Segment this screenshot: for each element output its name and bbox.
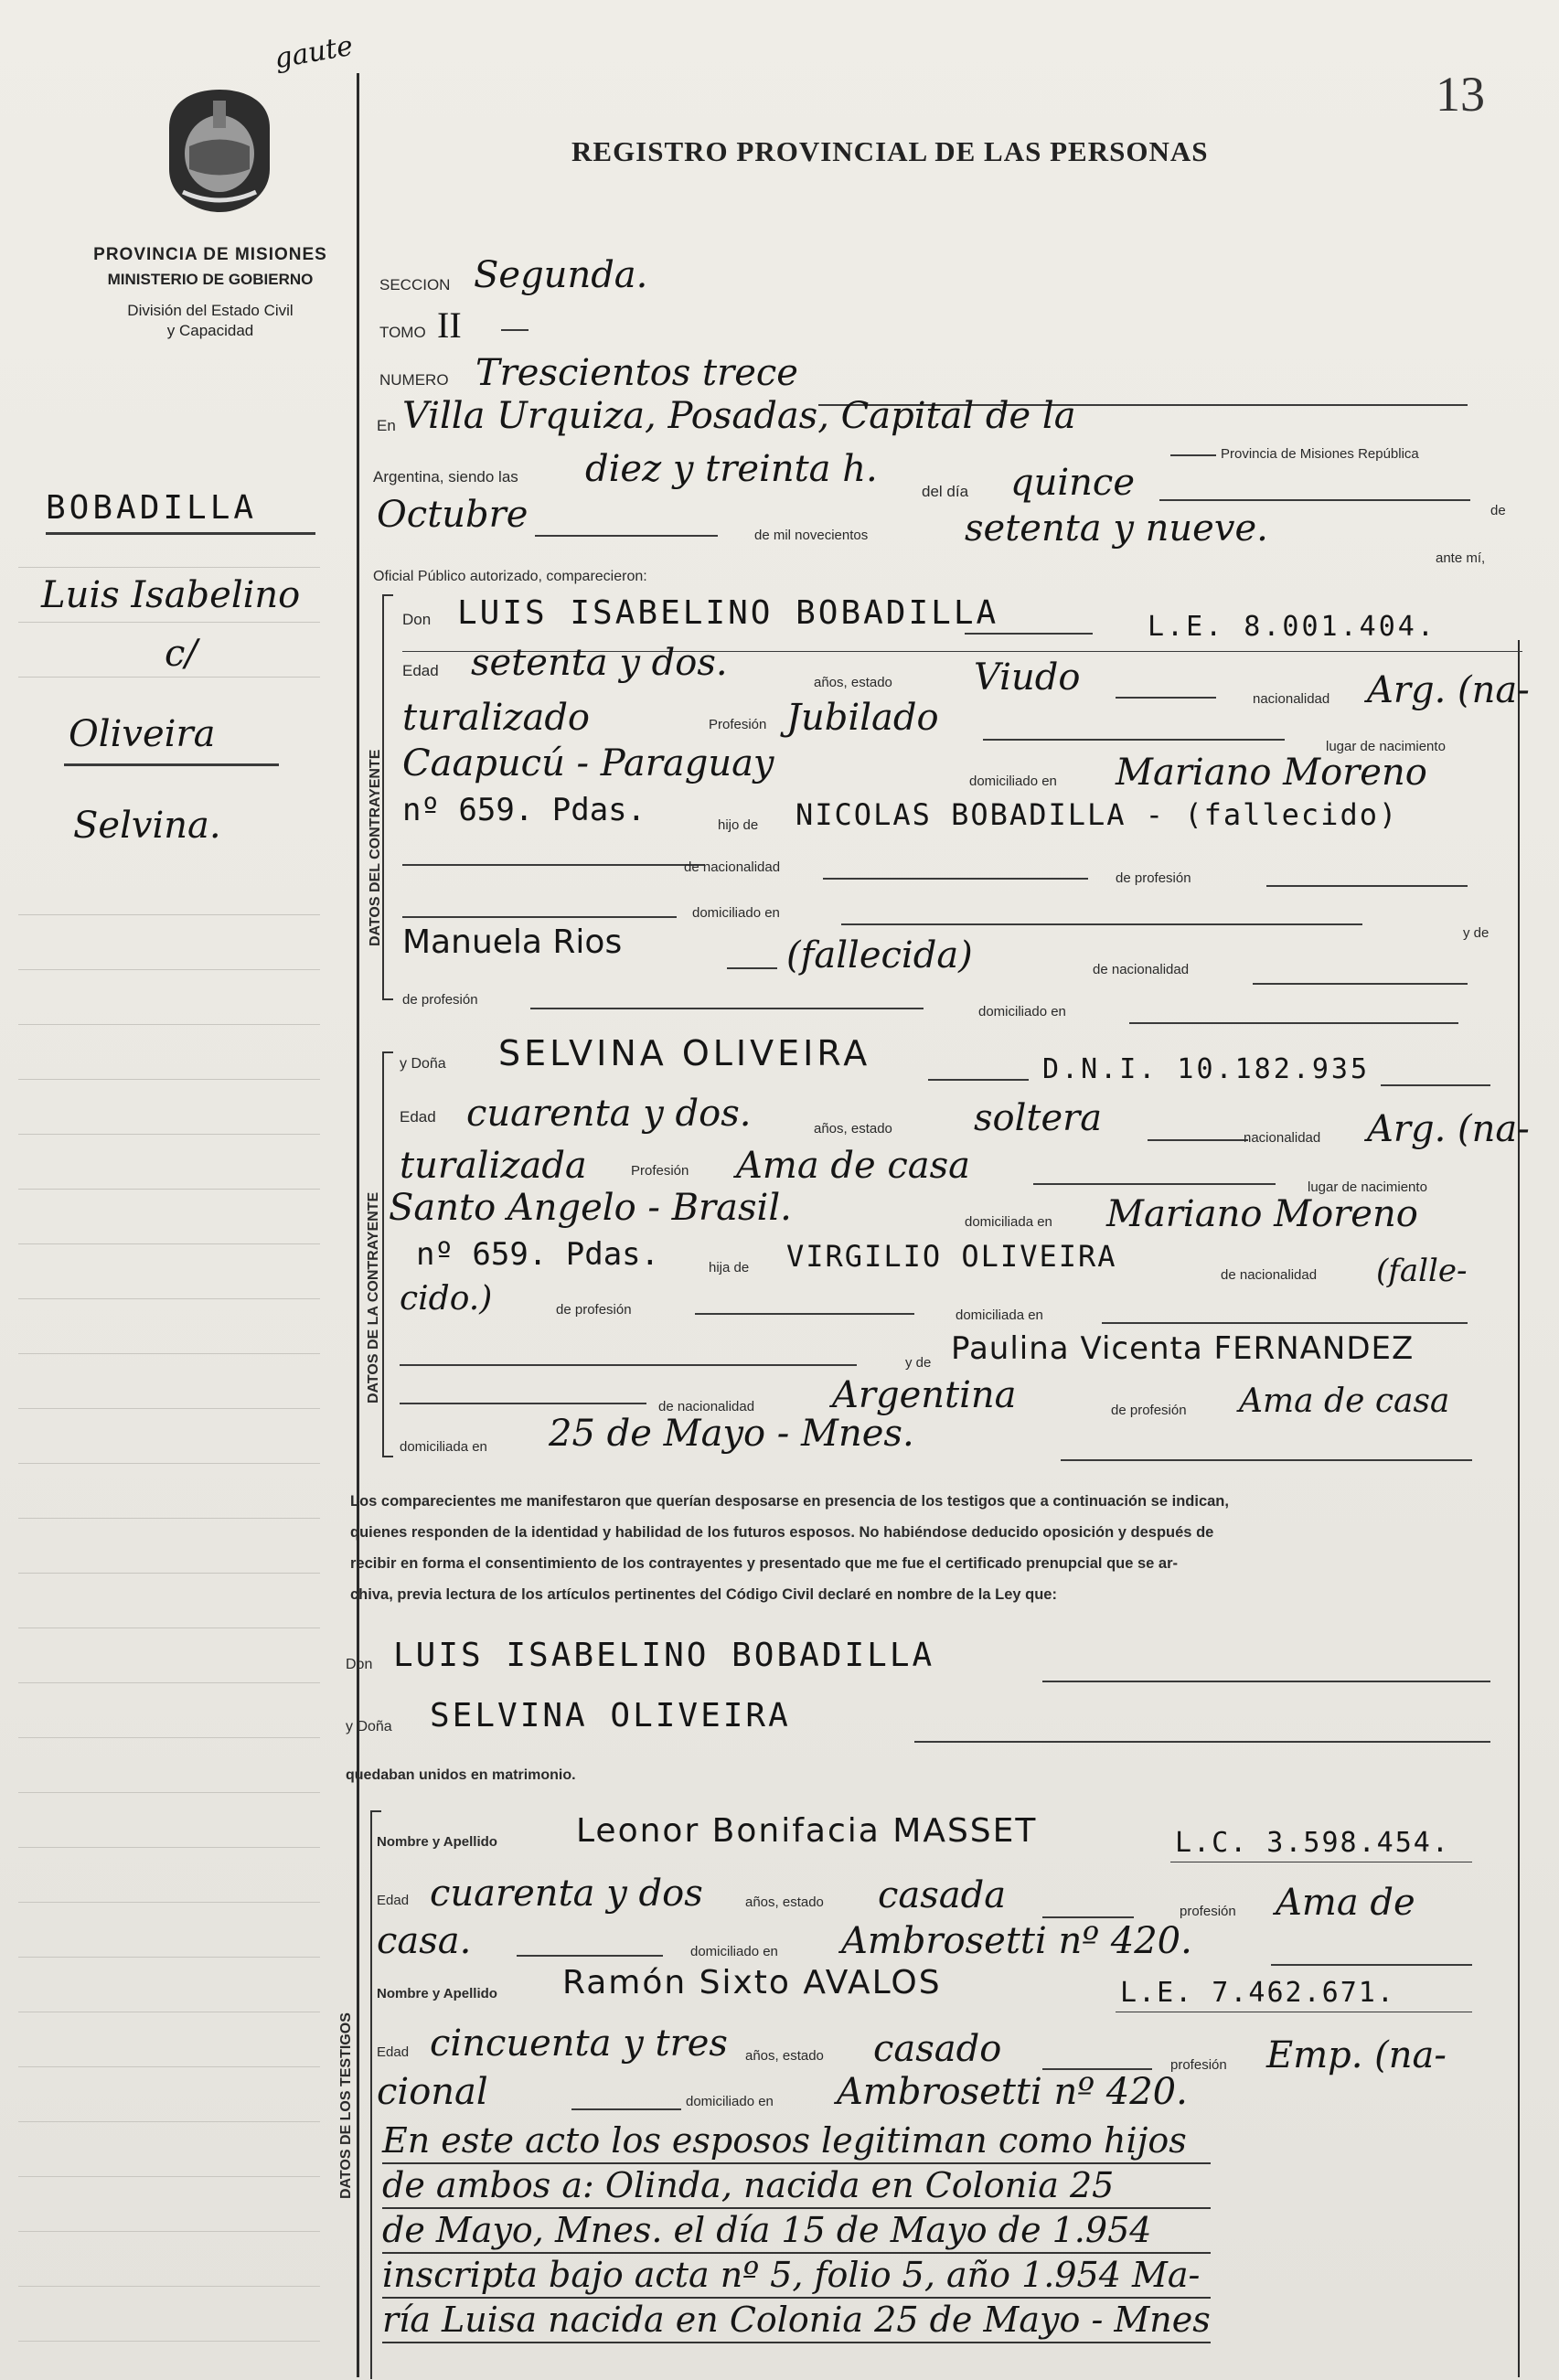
margin-groom-name: Luis Isabelino	[41, 574, 301, 616]
t1-edad-label: Edad	[377, 1893, 410, 1908]
margin-connector: c/	[165, 633, 198, 675]
bride-profesion: Ama de casa	[736, 1145, 970, 1187]
declared-bride: SELVINA OLIVEIRA	[430, 1697, 791, 1734]
t2-prof1: Emp. (na-	[1266, 2034, 1447, 2076]
bride-mother-nac: Argentina	[832, 1374, 1017, 1416]
declared-groom: LUIS ISABELINO BOBADILLA	[393, 1637, 935, 1674]
tomo-value: II	[437, 304, 462, 346]
t2-nombre-label: Nombre y Apellido	[377, 1986, 497, 2001]
unidos-text: quedaban unidos en matrimonio.	[346, 1767, 576, 1783]
de-nac-label-3: de nacionalidad	[1221, 1267, 1318, 1283]
bride-dom2: nº 659. Pdas.	[416, 1236, 660, 1273]
groom-dom1: Mariano Moreno	[1116, 752, 1427, 794]
org-ministry: MINISTERIO DE GOBIERNO	[107, 271, 314, 288]
bride-name: SELVINA OLIVEIRA	[498, 1033, 871, 1073]
t1-estado-label: años, estado	[745, 1894, 824, 1910]
bride-mother-dom: 25 de Mayo - Mnes.	[549, 1413, 914, 1455]
right-rule	[1518, 640, 1520, 2377]
de-prof-label-3: de profesión	[556, 1302, 632, 1318]
nac-label-2: nacionalidad	[1244, 1130, 1321, 1146]
t2-estado-label: años, estado	[745, 2048, 824, 2064]
province-seal-icon	[151, 82, 288, 219]
corner-note: gaute	[272, 29, 356, 76]
seccion-value: Segunda.	[474, 254, 648, 296]
ante-label: ante mí,	[1436, 550, 1486, 566]
contrayente-section-label: DATOS DEL CONTRAYENTE	[368, 749, 383, 946]
bride-estado: soltera	[974, 1097, 1103, 1139]
t2-name: Ramón Sixto AVALOS	[562, 1964, 942, 2001]
dona-label-2: y Doña	[346, 1719, 392, 1734]
t2-estado: casado	[873, 2028, 1002, 2070]
t2-edad-label: Edad	[377, 2044, 410, 2060]
org-division: División del Estado Civil	[127, 302, 294, 319]
seccion-label: SECCION	[379, 276, 451, 293]
groom-dom2: nº 659. Pdas.	[402, 792, 646, 828]
groom-mother: Manuela Rios	[402, 923, 623, 961]
de-prof-label-2: de profesión	[402, 992, 478, 1008]
note-line-5: ría Luisa nacida en Colonia 25 de Mayo - Mnes	[382, 2299, 1211, 2343]
argentina-label: Argentina, siendo las	[373, 468, 518, 486]
t2-domiciliado-label: domiciliado en	[686, 2094, 774, 2109]
groom-lugar-nac: Caapucú - Paraguay	[402, 742, 774, 784]
lugar-nac-label: lugar de nacimiento	[1326, 739, 1446, 754]
org-capacity: y Capacidad	[166, 322, 254, 339]
t2-dom: Ambrosetti nº 420.	[837, 2071, 1188, 2113]
don-label-2: Don	[346, 1657, 373, 1672]
note-line-1: En este acto los esposos legitiman como hijos	[382, 2119, 1211, 2164]
hora-value: diez y treinta h.	[585, 448, 878, 490]
y-de-label: y de	[1463, 925, 1490, 941]
oficial-label: Oficial Público autorizado, comparecieron:	[373, 569, 647, 584]
t1-doc: L.C. 3.598.454.	[1175, 1827, 1450, 1859]
y-de-label-2: y de	[905, 1355, 932, 1371]
t2-profesion-label: profesión	[1170, 2057, 1227, 2073]
groom-nac2: turalizado	[402, 697, 590, 739]
lugar-nac-label-2: lugar de nacimiento	[1308, 1179, 1427, 1195]
bride-edad: cuarenta y dos.	[466, 1093, 752, 1135]
edad-label-2: Edad	[400, 1108, 436, 1126]
anios-label-2: años, estado	[814, 1121, 892, 1137]
document-title: REGISTRO PROVINCIAL DE LAS PERSONAS	[571, 135, 1209, 167]
margin-rule	[357, 73, 359, 2377]
en-label: En	[377, 417, 396, 434]
groom-doc: L.E. 8.001.404.	[1148, 611, 1436, 643]
dia-value: quince	[1010, 462, 1135, 504]
numero-value: Trescientos trece	[475, 352, 798, 394]
prof-label: Profesión	[709, 717, 767, 732]
hijo-label: hijo de	[718, 817, 759, 833]
dom-label-2: domiciliada en	[965, 1214, 1052, 1230]
bride-doc: D.N.I. 10.182.935	[1042, 1053, 1371, 1085]
domiciliada-label: domiciliada en	[400, 1439, 487, 1455]
t1-nombre-label: Nombre y Apellido	[377, 1834, 497, 1850]
de-prof-label-4: de profesión	[1111, 1403, 1187, 1418]
mes-value: Octubre	[377, 494, 529, 536]
provincia-text: Provincia de Misiones República	[1221, 446, 1419, 462]
domic-label: domiciliado en	[692, 905, 780, 921]
bride-dom1: Mariano Moreno	[1106, 1193, 1418, 1235]
t1-estado: casada	[878, 1874, 1007, 1916]
t1-edad: cuarenta y dos	[430, 1873, 703, 1915]
anios-label: años, estado	[814, 675, 892, 690]
de-nac-label-2: de nacionalidad	[1093, 962, 1190, 977]
t1-domiciliado-label: domiciliado en	[690, 1944, 778, 1959]
tomo-label: TOMO	[379, 324, 426, 341]
hija-label: hija de	[709, 1260, 750, 1275]
t2-doc: L.E. 7.462.671.	[1120, 1977, 1395, 2009]
t2-prof2: cional	[377, 2071, 488, 2113]
bride-nac1: Arg. (na-	[1367, 1108, 1530, 1150]
de-nac-label: de nacionalidad	[684, 859, 781, 875]
bride-father-note1: (falle-	[1376, 1253, 1468, 1289]
de-prof-label: de profesión	[1116, 870, 1191, 886]
t1-prof2: casa.	[377, 1920, 472, 1962]
declaration-line-3: recibir en forma el consentimiento de los contrayentes y presentado que me fue el certificado prenupcial que se ar-	[350, 1555, 1179, 1572]
declaration-line-1: Los comparecientes me manifestaron que querían desposarse en presencia de los testigos que a continuación se indican,	[350, 1493, 1229, 1510]
t2-edad: cincuenta y tres	[430, 2022, 728, 2065]
edad-label: Edad	[402, 662, 439, 679]
legitimation-note	[382, 2119, 1211, 2343]
page-number: 13	[1436, 67, 1485, 122]
de-label: de	[1490, 503, 1506, 518]
bride-father: VIRGILIO OLIVEIRA	[786, 1239, 1117, 1274]
org-header	[55, 245, 366, 340]
dona-label: y Doña	[400, 1056, 446, 1072]
don-label: Don	[402, 611, 432, 628]
bride-nac2: turalizada	[400, 1145, 587, 1187]
bride-mother: Paulina Vicenta FERNANDEZ	[951, 1330, 1415, 1367]
declaration-line-4: chiva, previa lectura de los artículos pertinentes del Código Civil declaré en nombre de la Ley que:	[350, 1586, 1057, 1603]
t1-profesion-label: profesión	[1180, 1904, 1236, 1919]
bride-mother-prof: Ama de casa	[1239, 1382, 1450, 1420]
margin-bride-surname: Oliveira	[69, 713, 216, 755]
t1-prof1: Ama de	[1276, 1882, 1415, 1924]
note-line-4: inscripta bajo acta nº 5, folio 5, año 1.954 Ma-	[382, 2254, 1211, 2299]
de-nac-label-4: de nacionalidad	[658, 1399, 755, 1414]
prof-label-2: Profesión	[631, 1163, 689, 1179]
groom-father: NICOLAS BOBADILLA - (fallecido)	[796, 797, 1399, 832]
groom-profesion: Jubilado	[786, 697, 939, 739]
lugar-value: Villa Urquiza, Posadas, Capital de la	[402, 395, 1076, 437]
bride-father-note2: cido.)	[400, 1280, 493, 1318]
note-line-3: de Mayo, Mnes. el día 15 de Mayo de 1.954	[382, 2209, 1211, 2254]
org-province: PROVINCIA DE MISIONES	[93, 245, 327, 264]
declaration-paragraph	[350, 1486, 1493, 1610]
dom-label: domiciliado en	[969, 774, 1057, 789]
domic-label-3: domiciliada en	[956, 1307, 1043, 1323]
groom-mother-note: (fallecida)	[786, 934, 973, 977]
testigos-section-label: DATOS DE LOS TESTIGOS	[338, 2012, 354, 2199]
margin-surname: BOBADILLA	[46, 489, 258, 527]
t1-dom: Ambrosetti nº 420.	[841, 1920, 1192, 1962]
groom-name: LUIS ISABELINO BOBADILLA	[457, 594, 999, 632]
anio-label: de mil novecientos	[754, 528, 869, 543]
groom-edad: setenta y dos.	[471, 642, 728, 684]
anio-value: setenta y nueve.	[965, 507, 1268, 550]
margin-bride-name: Selvina.	[73, 805, 221, 847]
declaration-line-2: quienes responden de la identidad y habilidad de los futuros esposos. No habiéndose deducido oposición y después de	[350, 1524, 1214, 1541]
bride-lugar-nac: Santo Angelo - Brasil.	[389, 1187, 792, 1229]
t1-name: Leonor Bonifacia MASSET	[576, 1812, 1038, 1850]
note-line-2: de ambos a: Olinda, nacida en Colonia 25	[382, 2164, 1211, 2209]
dia-label: del día	[922, 483, 969, 500]
domic-label-2: domiciliado en	[978, 1004, 1066, 1019]
groom-nac1: Arg. (na-	[1367, 669, 1530, 711]
nac-label: nacionalidad	[1253, 691, 1330, 707]
groom-estado: Viudo	[974, 656, 1081, 699]
numero-label: NUMERO	[379, 371, 449, 389]
contrayenta-section-label: DATOS DE LA CONTRAYENTE	[366, 1191, 381, 1403]
contrayenta-bracket	[382, 1051, 393, 1457]
